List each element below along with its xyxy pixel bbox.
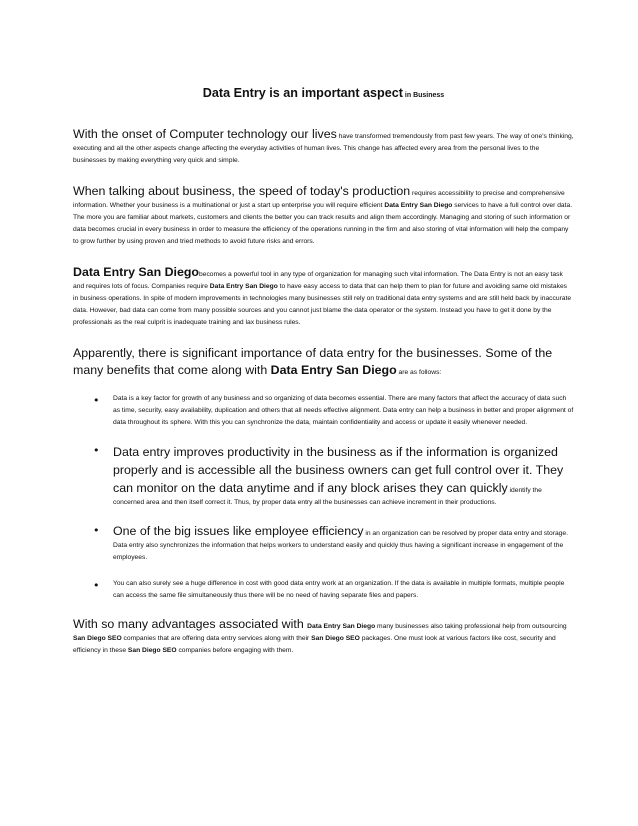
keyword-san-diego-seo: San Diego SEO — [73, 635, 122, 642]
paragraph-text: requires accessibility to precise and comprehensive information. Whether your business is a multinational or just a start up enterprise you will require efficient — [73, 190, 565, 209]
keyword-data-entry-san-diego: Data Entry San Diego — [384, 202, 453, 209]
bullet-icon: • — [93, 444, 100, 457]
keyword-san-diego-seo: San Diego SEO — [311, 635, 360, 642]
bullet-icon: • — [93, 524, 100, 537]
paragraph-text: many businesses also taking professional help from outsourcing — [375, 623, 567, 630]
paragraph-lead: Apparently, there is significant importance of data entry for the businesses. Some of the many benefits that come along with — [73, 346, 553, 377]
paragraph-lead: With so many advantages associated with — [73, 617, 308, 631]
paragraph-text: companies before engaging with them. — [176, 647, 294, 654]
paragraph-lead: Data Entry San Diego — [73, 265, 199, 279]
list-item — [93, 443, 574, 509]
title-lead: Data Entry is an important aspect — [202, 86, 403, 100]
list-item-text: in an organization can be resolved by proper data entry and storage. Data entry also synchronizes the information that helps workers to understand easily and quickly thus having a significant increase in engagement of the employees. — [113, 530, 568, 561]
list-item-lead: Data entry improves productivity in the business as if the information is organized properly and is accessible all the business owners can get full control over it. They can monitor on the data anytime and if any block arises they can quickly — [113, 445, 564, 495]
list-item — [93, 523, 574, 564]
paragraph-computer-technology — [73, 126, 574, 167]
paragraph-text: services to have a full control over data. The more you are familiar about markets, customers and clients the better you can track results and align them accordingly. Managing and storing of such information or data becomes crucial in every business in order to measure the efficiency of the operations running in the firm and also storing of vital information will help the company to grow further by using proven and tried methods to avoid future risks and errors. — [73, 202, 573, 245]
bullet-icon: • — [93, 579, 100, 592]
paragraph-text: packages. One must look at various factors like cost, security and efficiency in these — [73, 635, 556, 654]
paragraph-business-speed — [73, 183, 574, 248]
list-item-text: identify the concerned area and then itself correct it. Thus, by proper data entry all the businesses can achieve increment in their productions. — [113, 487, 542, 506]
paragraph-text: becomes a powerful tool in any type of organization for managing such vital information. The Data Entry is not an easy task and requires lots of focus. Companies require — [73, 271, 563, 290]
paragraph-lead: With the onset of Computer technology our lives — [73, 127, 337, 141]
benefits-list — [73, 393, 574, 602]
keyword-data-entry-san-diego: Data Entry San Diego — [270, 363, 397, 377]
bullet-icon: • — [93, 394, 100, 407]
paragraph-conclusion — [73, 616, 574, 657]
paragraph-powerful-tool — [73, 264, 574, 329]
keyword-data-entry-san-diego: Data Entry San Diego — [209, 283, 278, 290]
title-tail: in Business — [402, 92, 445, 99]
paragraph-lead: When talking about business, the speed of today's production — [73, 184, 411, 198]
paragraph-benefits-intro — [73, 345, 574, 379]
keyword-san-diego-seo: San Diego SEO — [127, 647, 177, 654]
keyword-data-entry-san-diego: Data Entry San Diego — [307, 623, 376, 630]
list-item — [93, 393, 574, 429]
paragraph-text: companies that are offering data entry services along with their — [121, 635, 312, 642]
paragraph-text: have transformed tremendously from past few years. The way of one's thinking, executing and all the other aspects change affecting the everyday activities of human lives. This change has affected every area from the personal lives to the businesses by making everything very quick and simple. — [73, 133, 574, 164]
list-item-text: Data is a key factor for growth of any business and so organizing of data becomes essential. There are many factors that affect the accuracy of data such as time, security, easy availability, duplication and others that all needs effective alignment. Data entry can help a business in better and proper alignment of data throughout its sphere. With this you can synchronize the data, maintain confidentiality and access or update it easily whenever needed. — [113, 395, 574, 426]
paragraph-text: to have easy access to data that can help them to plan for future and avoiding same old mistakes in business operations. In spite of modern improvements in technologies many businesses still rely on traditional data entry systems and are still held back by inaccurate data. However, bad data can come from many possible sources and you cannot just blame the data operator or the system. Instead you have to get it done by the professionals as the real culprit is inadequate training and lax business rules. — [73, 283, 572, 326]
list-item-text: You can also surely see a huge difference in cost with good data entry work at an organization. If the data is available in multiple formats, multiple people can access the same file simultaneously thus there will be no need of having separate files and papers. — [113, 580, 565, 599]
list-item — [93, 578, 574, 602]
document-title — [73, 78, 574, 104]
list-item-lead: One of the big issues like employee efficiency — [113, 524, 364, 538]
paragraph-text: are as follows: — [396, 369, 442, 376]
